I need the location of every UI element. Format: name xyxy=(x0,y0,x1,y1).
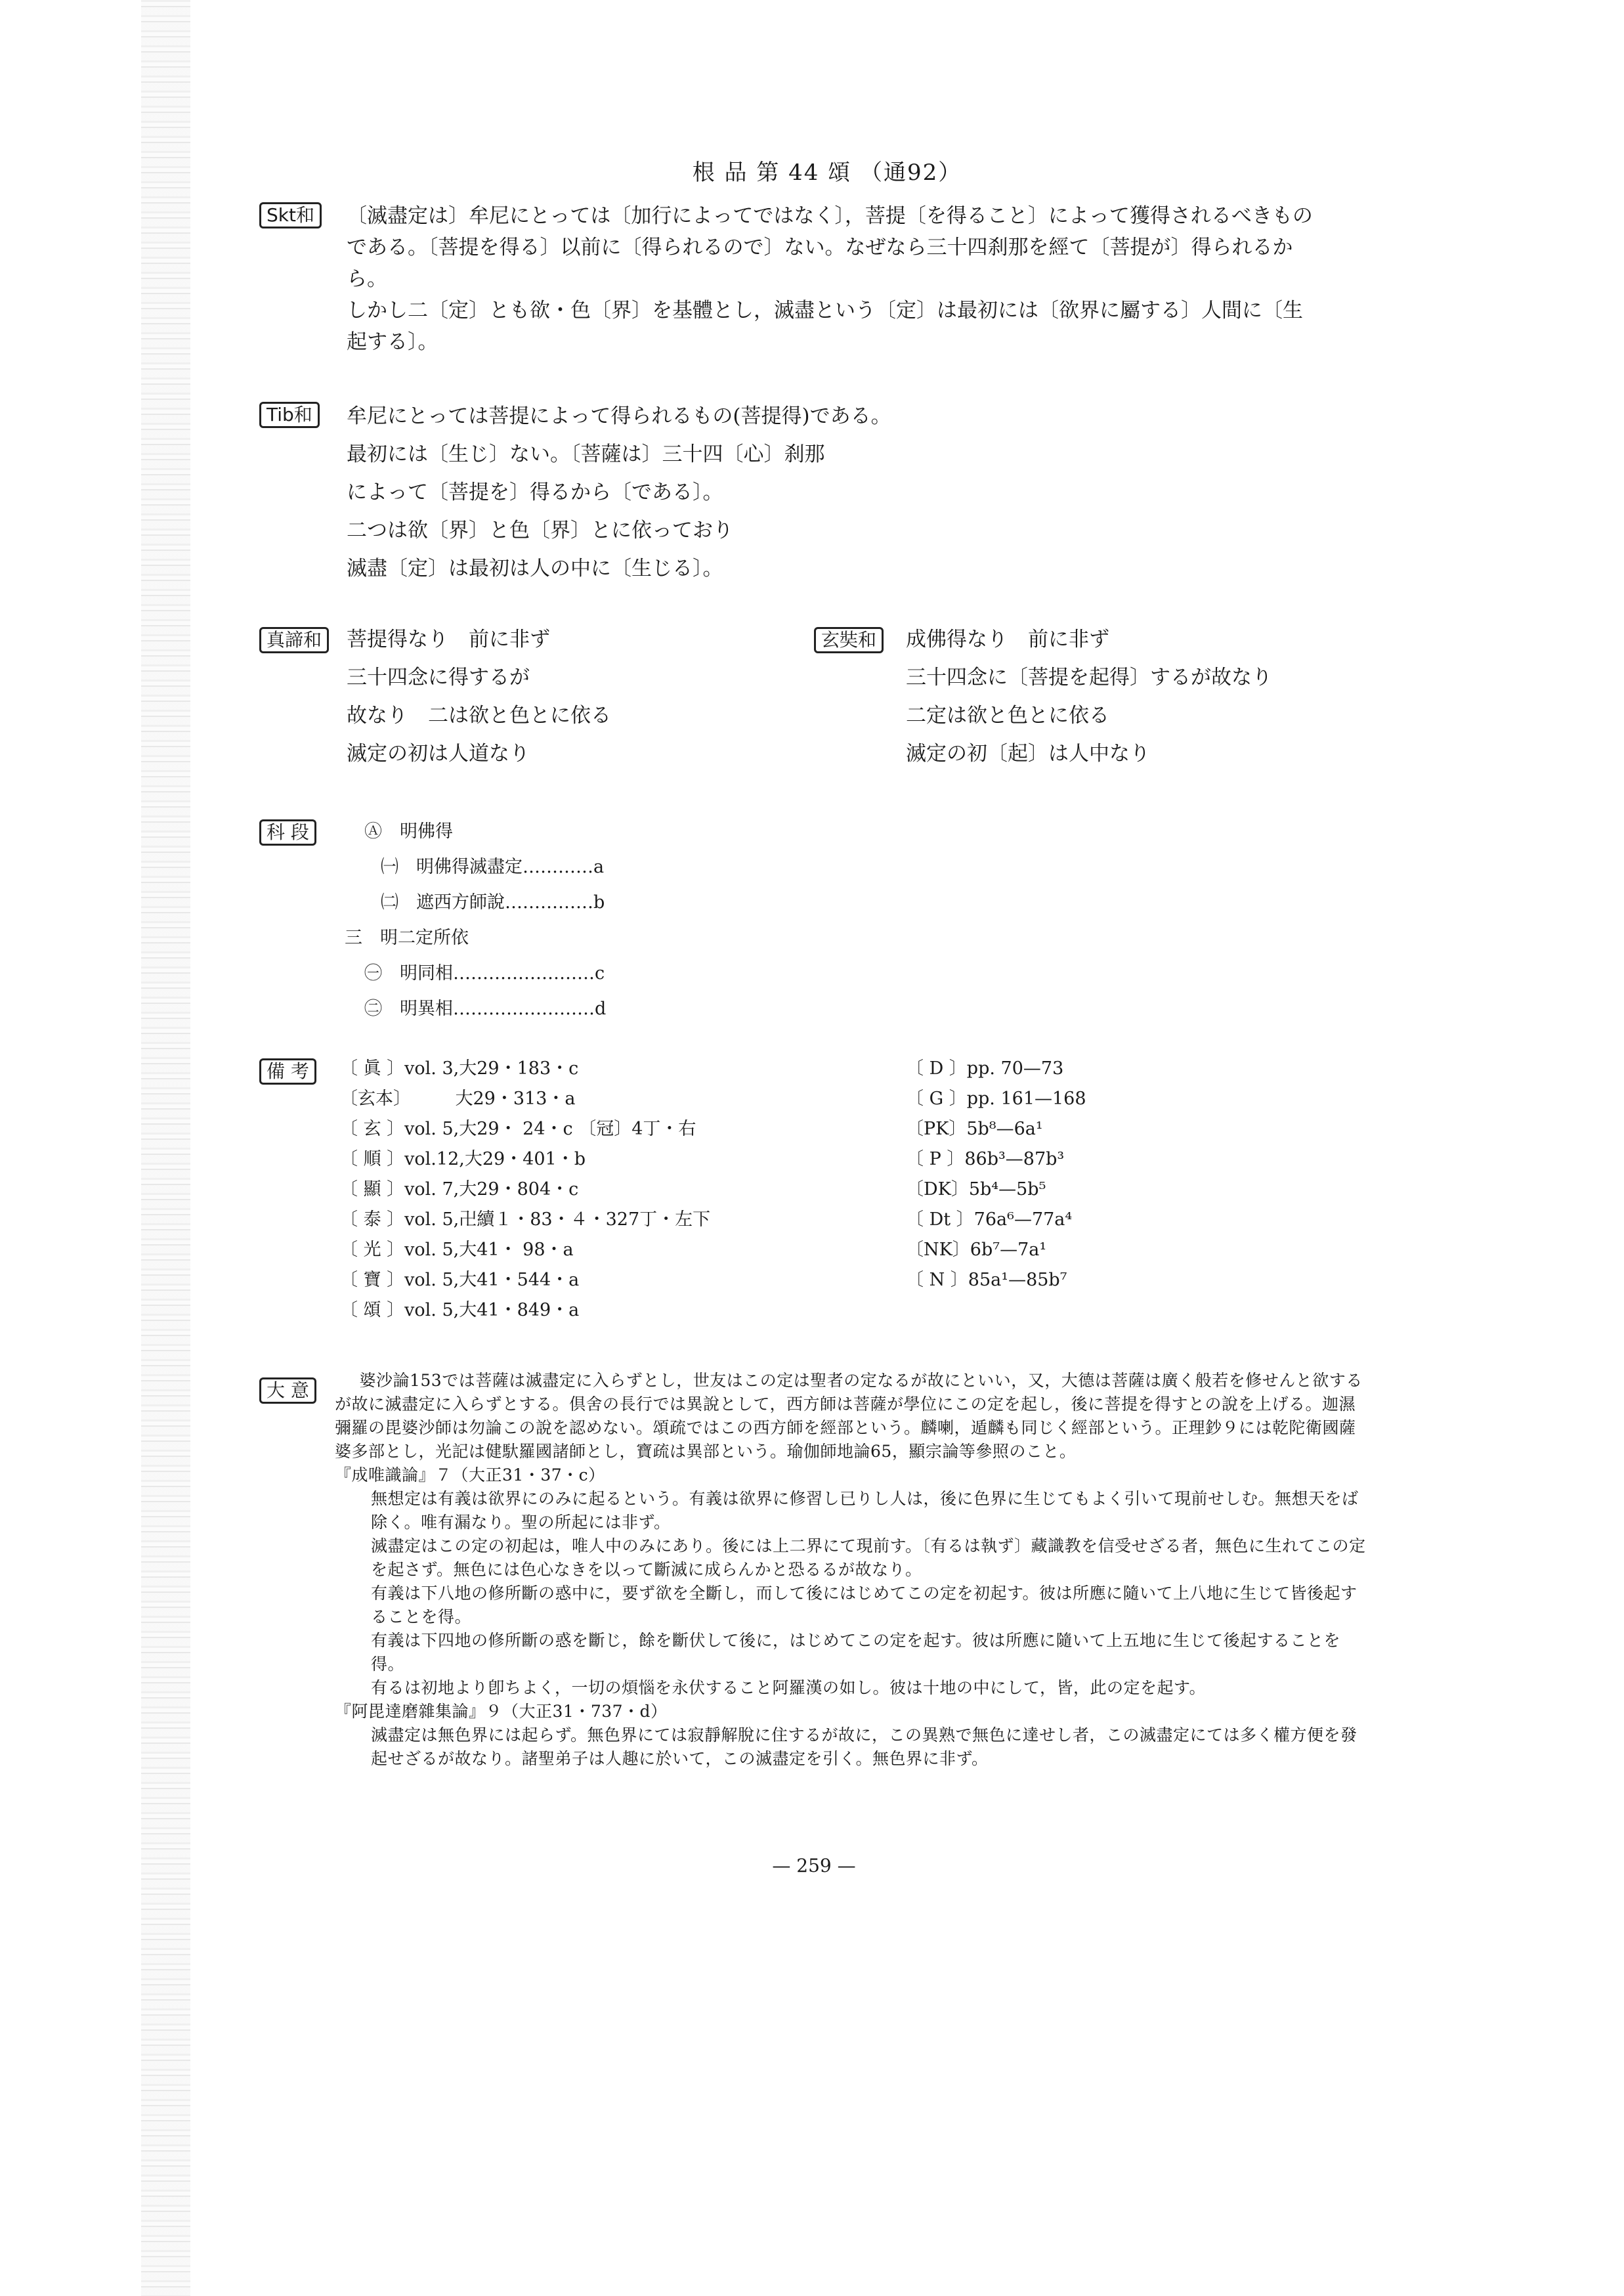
taigi-label-badge: 大 意 xyxy=(259,1377,316,1404)
taigi-paragraph: 無想定は有義は欲界にのみに起るという。有義は欲界に修習し已りし人は，後に色界に生じてもよく引いて現前せしむ。無想天をば除く。唯有漏なり。聖の所起には非ず。 xyxy=(371,1489,1359,1532)
outline-item: Ⓐ 明佛得 xyxy=(364,821,453,842)
page-header: 根 品 第 44 頌 （通92） xyxy=(692,160,962,186)
skt-translation xyxy=(347,200,1371,358)
reference-entry: 〔 D 〕pp. 70—73 xyxy=(906,1058,1064,1079)
genjo-label-badge: 玄奘和 xyxy=(814,627,884,653)
shinjin-label-badge: 真諦和 xyxy=(259,627,329,653)
taigi-text xyxy=(335,1369,1372,1771)
skt-line: しかし二〔定〕とも欲・色〔界〕を基體とし，滅盡という〔定〕は最初には〔欲界に屬する〕人間に〔生 xyxy=(347,299,1303,322)
reference-entry: 〔 N 〕85a¹—85b⁷ xyxy=(906,1270,1067,1290)
reference-entry: 〔玄本〕 大29・313・a xyxy=(340,1089,576,1109)
reference-entry: 〔DK〕5b⁴—5b⁵ xyxy=(906,1179,1046,1200)
skt-label-badge: Skt和 xyxy=(259,202,322,228)
genjo-line: 滅定の初〔起〕は人中なり xyxy=(906,742,1150,766)
reference-entry: 〔NK〕6b⁷—7a¹ xyxy=(906,1240,1047,1260)
reference-entry: 〔PK〕5b⁸—6a¹ xyxy=(906,1119,1043,1139)
reference-entry: 〔 顯 〕vol. 7,大29・804・c xyxy=(340,1179,579,1200)
reference-entry: 〔 順 〕vol.12,大29・401・b xyxy=(340,1149,586,1169)
tib-translation xyxy=(347,397,891,588)
scan-binding-shadow xyxy=(141,0,190,2296)
references-left xyxy=(340,1054,710,1326)
kadan-label-badge: 科 段 xyxy=(259,819,316,846)
taigi-source-citation: 『成唯識論』７（大正31・37・c） xyxy=(335,1465,605,1484)
reference-entry: 〔 P 〕86b³—87b³ xyxy=(906,1149,1065,1169)
reference-entry: 〔 G 〕pp. 161—168 xyxy=(906,1089,1086,1109)
skt-line: 起する〕。 xyxy=(347,330,438,354)
outline-item: ㈠ 明佛得滅盡定…………a xyxy=(381,857,605,877)
references-right xyxy=(906,1054,1086,1295)
reference-entry: 〔 光 〕vol. 5,大41・ 98・a xyxy=(340,1240,574,1260)
skt-line: である。〔菩提を得る〕以前に〔得られるので〕ない。なぜなら三十四刹那を經て〔菩提が〕得られるか xyxy=(347,236,1293,259)
skt-line: 〔滅盡定は〕牟尼にとっては〔加行によってではなく〕，菩提〔を得ること〕によって獲得されるべきもの xyxy=(347,204,1313,228)
taigi-paragraph: 有義は下八地の修所斷の惑中に，要ず欲を全斷し，而して後にはじめてこの定を初起す。彼は所應に隨いて上八地に生じて皆後起することを得。 xyxy=(371,1584,1357,1626)
outline-item: ㊀ 明同相……………………c xyxy=(364,963,605,984)
genjo-line: 成佛得なり 前に非ず xyxy=(906,628,1109,651)
reference-entry: 〔 眞 〕vol. 3,大29・183・c xyxy=(340,1058,579,1079)
page-number: — 259 — xyxy=(772,1855,856,1876)
taigi-paragraph: 有るは初地より卽ちよく，一切の煩惱を永伏すること阿羅漢の如し。彼は十地の中にして，皆，此の定を起す。 xyxy=(371,1678,1207,1697)
kadan-outline xyxy=(345,814,607,1027)
genjo-translation xyxy=(906,620,1272,773)
shinjin-line: 故なり 二は欲と色とに依る xyxy=(347,704,611,727)
tib-line: 滅盡〔定〕は最初は人の中に〔生じる〕。 xyxy=(347,557,723,580)
tib-line: によって〔菩提を〕得るから〔である〕。 xyxy=(347,481,723,504)
reference-entry: 〔 Dt 〕76a⁶—77a⁴ xyxy=(906,1209,1073,1230)
tib-label-badge: Tib和 xyxy=(259,402,320,428)
reference-entry: 〔 寶 〕vol. 5,大41・544・a xyxy=(340,1270,580,1290)
reference-entry: 〔 頌 〕vol. 5,大41・849・a xyxy=(340,1300,580,1320)
taigi-paragraph: 滅盡定は無色界には起らず。無色界にては寂靜解脫に住するが故に，この異熟で無色に達せし者，この滅盡定にては多く權方便を發起せざるが故なり。諸聖弟子は人趣に於いて，この滅盡定を引く。無色界に非ず。 xyxy=(371,1725,1357,1768)
biko-label-badge: 備 考 xyxy=(259,1058,316,1085)
taigi-paragraph: 有義は下四地の修所斷の惑を斷じ，餘を斷伏して後に，はじめてこの定を起す。彼は所應に隨いて上五地に生じて後起することを得。 xyxy=(371,1631,1341,1674)
taigi-source-citation: 『阿毘達磨雜集論』９（大正31・737・d） xyxy=(335,1702,668,1721)
shinjin-line: 三十四念に得するが xyxy=(347,666,530,689)
tib-line: 牟尼にとっては菩提によって得られるもの(菩提得)である。 xyxy=(347,404,891,428)
taigi-paragraph: 滅盡定はこの定の初起は，唯人中のみにあり。後には上二界にて現前す。〔有るは執ず〕藏識教を信受せざる者，無色に生れてこの定を起さず。無色には色心なきを以って斷滅に成らんかと恐るるが故なり。 xyxy=(371,1536,1366,1579)
shinjin-line: 菩提得なり 前に非ず xyxy=(347,628,550,651)
genjo-line: 二定は欲と色とに依る xyxy=(906,704,1109,727)
tib-line: 最初には〔生じ〕ない。〔菩薩は〕三十四〔心〕刹那 xyxy=(347,443,825,466)
outline-item: ㊁ 明異相……………………d xyxy=(364,999,607,1019)
tib-line: 二つは欲〔界〕と色〔界〕とに依っており xyxy=(347,519,733,542)
shinjin-translation xyxy=(347,620,611,773)
reference-entry: 〔 玄 〕vol. 5,大29・ 24・c 〔冠〕4丁・右 xyxy=(340,1119,696,1139)
taigi-paragraph: 婆沙論153では菩薩は滅盡定に入らずとし，世友はこの定は聖者の定なるが故にといい，又，大德は菩薩は廣く般若を修せんと欲するが故に滅盡定に入らずとする。倶舍の長行では異說として，西方師は菩薩が學位にこの定を起し，後に菩提を得すとの說を上げる。迦濕彌羅の毘婆沙師は勿論この說を認めない。頌疏ではこの西方師を經部という。麟喇，遁麟も同じく經部という。正理鈔９には乾陀衛國薩婆多部とし，光記は健馱羅國諸師とし，寶疏は異部という。瑜伽師地論65，顯宗論等參照のこと。 xyxy=(335,1371,1363,1461)
reference-entry: 〔 泰 〕vol. 5,卍續１・83・４・327丁・左下 xyxy=(340,1209,711,1230)
genjo-line: 三十四念に〔菩提を起得〕するが故なり xyxy=(906,666,1272,689)
outline-item: 三 明二定所依 xyxy=(345,928,469,948)
skt-line: ら。 xyxy=(347,267,387,291)
shinjin-line: 滅定の初は人道なり xyxy=(347,742,530,766)
outline-item: ㈡ 遮西方師說……………b xyxy=(381,892,605,913)
